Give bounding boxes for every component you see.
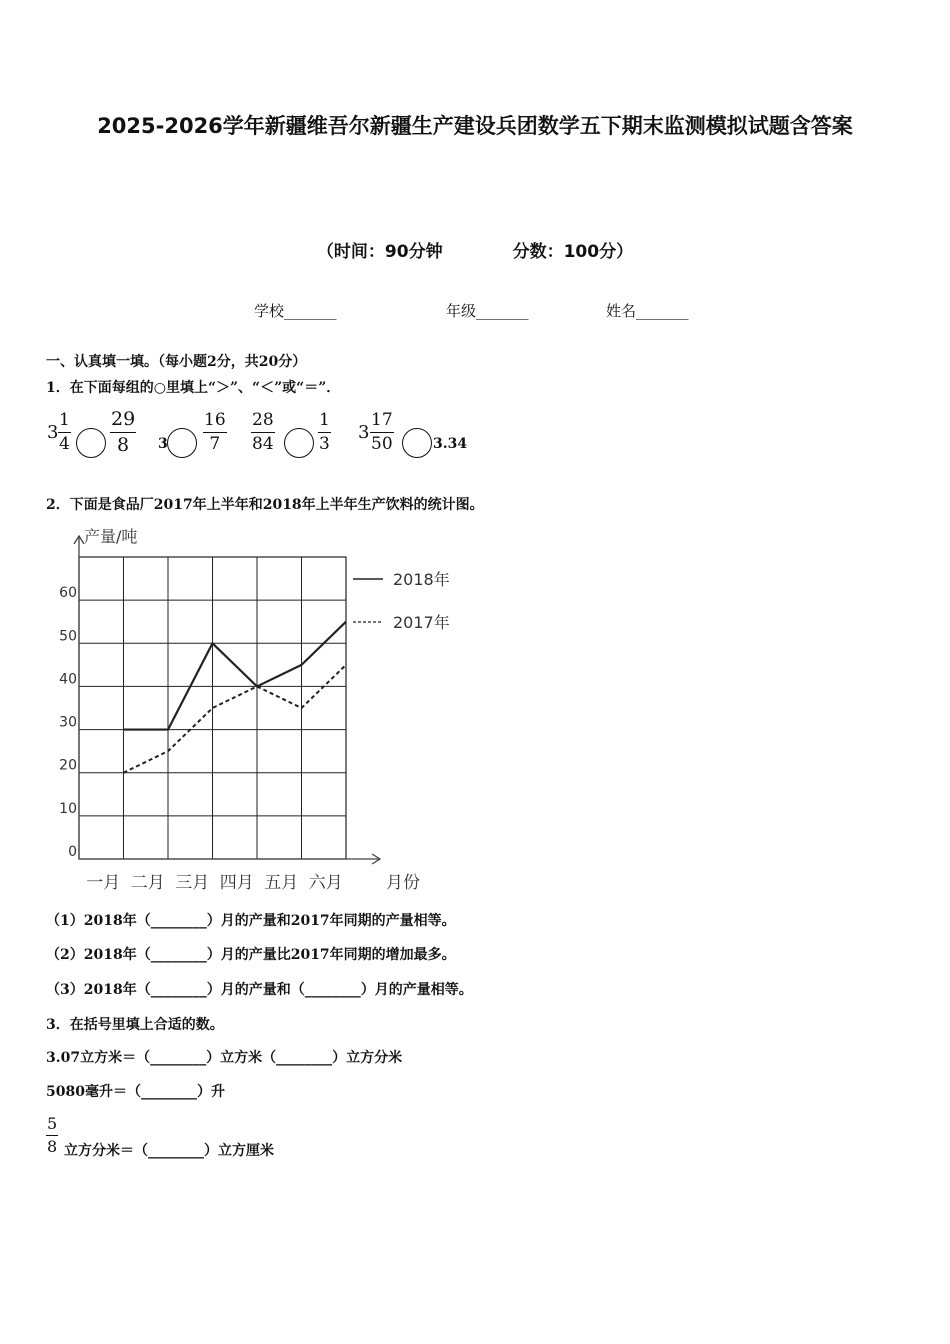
y-tick-label: 30 xyxy=(59,714,77,731)
q1-g1-right-fraction xyxy=(110,410,136,455)
y-tick-label: 0 xyxy=(68,844,77,860)
q1-g3-left-fraction xyxy=(251,412,275,453)
q3-line2: 5080毫升＝（________）升 xyxy=(46,1084,225,1100)
q1-g2-answer-circle[interactable] xyxy=(167,428,197,458)
q3-stem: 3．在括号里填上合适的数。 xyxy=(46,1017,224,1033)
y-tick-label: 40 xyxy=(59,671,77,688)
q2-sub2: （2）2018年（________）月的产量比2017年同期的增加最多。 xyxy=(46,947,456,963)
x-axis-label: 月份 xyxy=(386,873,420,893)
q1-g3-right-fraction xyxy=(318,412,331,453)
q3-line3: 立方分米＝（________）立方厘米 xyxy=(64,1143,274,1159)
y-tick-label: 50 xyxy=(59,628,77,645)
y-tick-label: 20 xyxy=(59,757,77,774)
denominator: 3 xyxy=(319,434,330,454)
numerator: 16 xyxy=(204,410,226,430)
denominator: 8 xyxy=(47,1137,58,1156)
grade-field[interactable]: 年级_______ xyxy=(446,302,529,320)
page-title: 2025-2026学年新疆维吾尔新疆生产建设兵团数学五下期末监测模拟试题含答案 xyxy=(97,114,853,138)
section-heading: 一、认真填一填。（每小题2分，共20分） xyxy=(46,354,307,370)
denominator: 8 xyxy=(117,434,130,456)
x-tick-label: 六月 xyxy=(308,873,343,893)
numerator: 1 xyxy=(319,410,330,430)
q1-g2-left-value: 3 xyxy=(158,436,168,452)
chart-labels xyxy=(59,527,450,893)
chart-series xyxy=(123,622,346,773)
x-tick-label: 三月 xyxy=(175,873,210,893)
q1-g1-left-whole: 3 xyxy=(47,422,59,443)
y-axis-label: 产量/吨 xyxy=(84,527,138,546)
series-line-2018 xyxy=(124,622,347,730)
x-tick-label: 二月 xyxy=(130,873,165,893)
q2-sub3: （3）2018年（________）月的产量和（________）月的产量相等。 xyxy=(46,982,473,998)
q1-g1-left-fraction xyxy=(58,412,71,453)
q1-stem: 1．在下面每组的○里填上“＞”、“＜”或“＝”． xyxy=(46,380,341,396)
q1-g2-right-fraction xyxy=(203,412,227,453)
numerator: 1 xyxy=(59,410,70,430)
denominator: 50 xyxy=(371,434,393,454)
q1-g3-answer-circle[interactable] xyxy=(284,428,314,458)
exam-score: 分数：100分） xyxy=(512,242,634,262)
q1-g4-answer-circle[interactable] xyxy=(402,428,432,458)
q1-g4-right-value: 3.34 xyxy=(433,436,468,452)
school-field[interactable]: 学校_______ xyxy=(254,302,337,320)
q2-sub1: （1）2018年（________）月的产量和2017年同期的产量相等。 xyxy=(46,913,456,929)
q1-g4-left-fraction xyxy=(370,412,394,453)
q1-g1-answer-circle[interactable] xyxy=(76,428,106,458)
x-tick-label: 一月 xyxy=(86,873,121,893)
q3-fraction xyxy=(46,1116,58,1155)
q2-stem: 2．下面是食品厂2017年上半年和2018年上半年生产饮料的统计图。 xyxy=(46,497,484,513)
production-line-chart xyxy=(40,522,480,897)
numerator: 5 xyxy=(47,1114,58,1133)
x-tick-label: 五月 xyxy=(264,873,299,893)
q1-g4-left-whole: 3 xyxy=(358,422,370,443)
exam-meta xyxy=(0,237,950,262)
x-tick-label: 四月 xyxy=(219,873,254,893)
numerator: 29 xyxy=(111,408,136,430)
y-tick-label: 10 xyxy=(59,800,77,817)
legend-label: 2017年 xyxy=(393,613,450,632)
denominator: 4 xyxy=(59,434,70,454)
legend-label: 2018年 xyxy=(393,570,450,589)
name-field[interactable]: 姓名_______ xyxy=(606,302,689,320)
numerator: 17 xyxy=(371,410,393,430)
denominator: 84 xyxy=(252,434,274,454)
exam-time: （时间：90分钟 xyxy=(316,242,443,262)
q3-line1: 3.07立方米＝（________）立方米（________）立方分米 xyxy=(46,1050,403,1066)
series-line-2017 xyxy=(124,665,347,773)
denominator: 7 xyxy=(209,434,221,454)
numerator: 28 xyxy=(252,410,274,430)
y-tick-label: 60 xyxy=(59,585,77,602)
